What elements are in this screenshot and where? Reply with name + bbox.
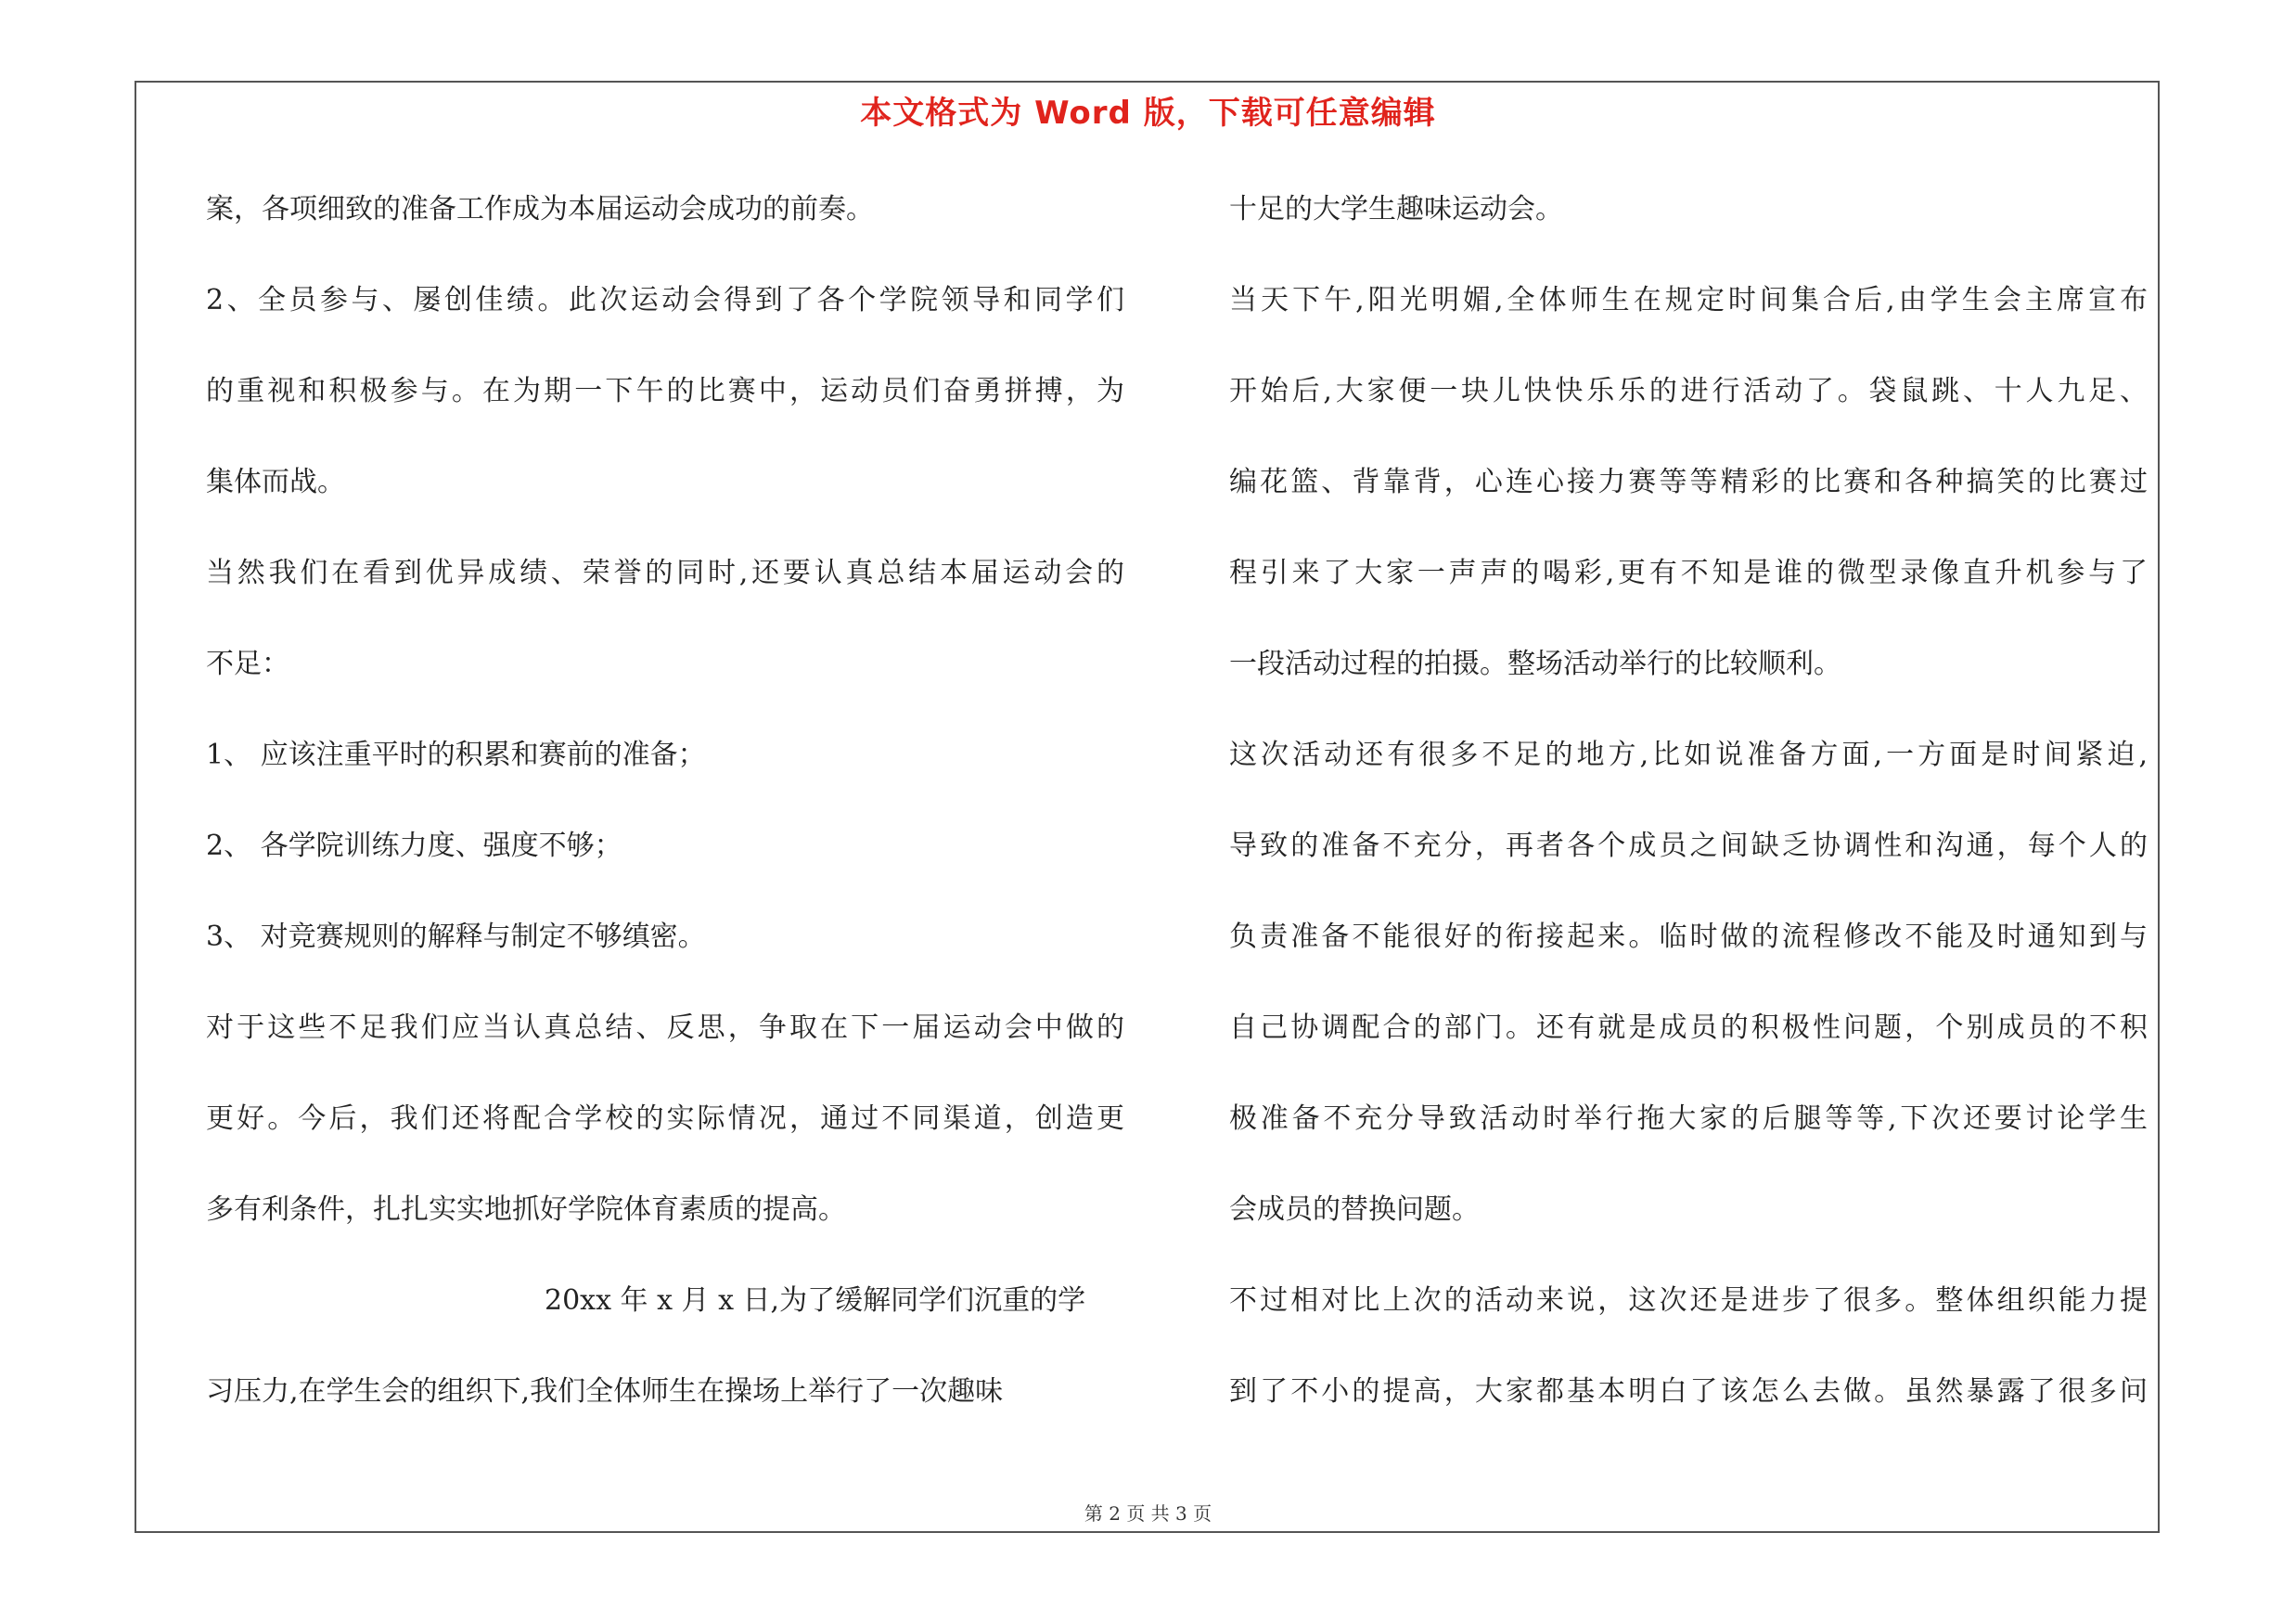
text-line: 更好。今后，我们还将配合学校的实际情况，通过不同渠道，创造更 xyxy=(206,1102,1124,1135)
text-line: 极准备不充分导致活动时举行拖大家的后腿等等,下次还要讨论学生 xyxy=(1229,1102,2148,1135)
text-line: 十足的大学生趣味运动会。 xyxy=(1229,193,1563,225)
text-line: 这次活动还有很多不足的地方,比如说准备方面,一方面是时间紧迫, xyxy=(1229,739,2148,771)
page-number-footer: 第 2 页 共 3 页 xyxy=(1084,1502,1212,1525)
text-line: 多有利条件，扎扎实实地抓好学院体育素质的提高。 xyxy=(206,1193,846,1226)
text-line: 当天下午,阳光明媚,全体师生在规定时间集合后,由学生会主席宣布 xyxy=(1229,284,2148,316)
text-line: 2、全员参与、屡创佳绩。此次运动会得到了各个学院领导和同学们 xyxy=(206,284,1124,316)
text-line: 案，各项细致的准备工作成为本届运动会成功的前奏。 xyxy=(206,193,874,225)
text-line: 当然我们在看到优异成绩、荣誉的同时,还要认真总结本届运动会的 xyxy=(206,557,1124,589)
text-line: 集体而战。 xyxy=(206,466,345,498)
right-text-column xyxy=(1229,184,2148,1457)
text-line: 导致的准备不充分，再者各个成员之间缺乏协调性和沟通，每个人的 xyxy=(1229,830,2148,862)
text-line: 负责准备不能很好的衔接起来。临时做的流程修改不能及时通知到与 xyxy=(1229,921,2148,953)
text-line: 不足： xyxy=(206,648,289,680)
text-line: 习压力,在学生会的组织下,我们全体师生在操场上举行了一次趣味 xyxy=(206,1375,1004,1408)
text-line: 的重视和积极参与。在为期一下午的比赛中，运动员们奋勇拼搏，为 xyxy=(206,375,1124,407)
text-line: 2、 各学院训练力度、强度不够； xyxy=(206,830,622,862)
text-line: 20xx 年 x 月 x 日,为了缓解同学们沉重的学 xyxy=(545,1284,1086,1317)
text-line: 会成员的替换问题。 xyxy=(1229,1193,1480,1226)
text-line: 1、 应该注重平时的积累和赛前的准备； xyxy=(206,739,706,771)
text-line: 3、 对竞赛规则的解释与制定不够缜密。 xyxy=(206,921,706,953)
text-line: 不过相对比上次的活动来说，这次还是进步了很多。整体组织能力提 xyxy=(1229,1284,2148,1317)
text-line: 一段活动过程的拍摄。整场活动举行的比较顺利。 xyxy=(1229,648,1841,680)
text-line: 程引来了大家一声声的喝彩,更有不知是谁的微型录像直升机参与了 xyxy=(1229,557,2148,589)
text-line: 开始后,大家便一块儿快快乐乐的进行活动了。袋鼠跳、十人九足、 xyxy=(1229,375,2148,407)
text-line: 编花篮、背靠背，心连心接力赛等等精彩的比赛和各种搞笑的比赛过 xyxy=(1229,466,2148,498)
text-line: 对于这些不足我们应当认真总结、反思，争取在下一届运动会中做的 xyxy=(206,1011,1124,1044)
text-line: 到了不小的提高，大家都基本明白了该怎么去做。虽然暴露了很多问 xyxy=(1229,1375,2148,1408)
word-format-banner: 本文格式为 Word 版，下载可任意编辑 xyxy=(860,95,1436,132)
text-line: 自己协调配合的部门。还有就是成员的积极性问题，个别成员的不积 xyxy=(1229,1011,2148,1044)
left-text-column xyxy=(206,184,1124,1457)
